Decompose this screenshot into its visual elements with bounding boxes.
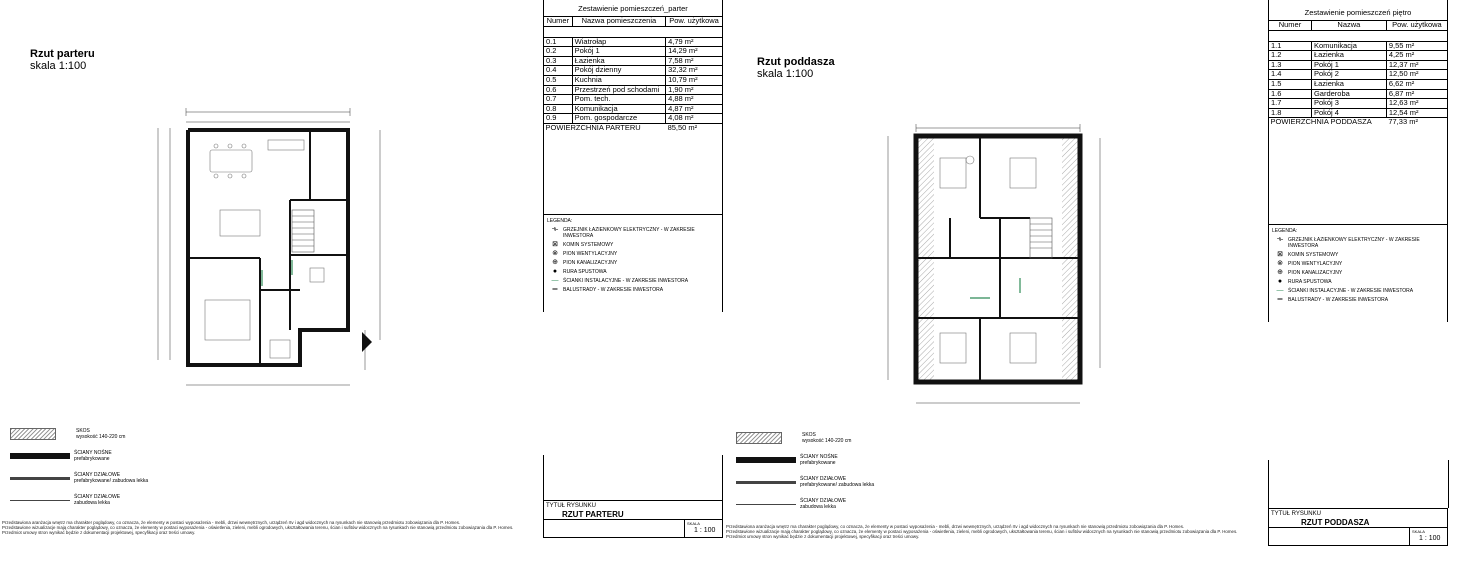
railing-icon: ═ (1277, 296, 1283, 303)
partition-wall-swatch (10, 477, 70, 480)
load-wall-swatch (736, 457, 796, 463)
attic-scale-value: 1 : 100 (1419, 535, 1441, 542)
attic-room-schedule (1268, 0, 1448, 322)
table-row: 0.6 Przestrzeń pod schodami 1,90 m² (544, 85, 723, 95)
attic-legend: LEGENDA: ⟛ GRZEJNIK ŁAZIENKOWY ELEKTRYCZNY - W ZAKRESIE INWESTORA ⊠ KOMIN SYSTEMOWY ⊗ PION WENTYLACYJNY ⊕ PION KANALIZACYJNY ● RURA SPUSTOWA — ŚCIANKI INSTALACYJNE - W ZAKRESIE INWESTORA ═ BALUSTRADY - W ZAKRESIE INWESTORA (1272, 228, 1420, 303)
col-number: Numer (544, 17, 573, 27)
partition-wall-swatch (736, 481, 796, 484)
table-row: 1.7 Pokój 3 12,63 m² (1269, 99, 1448, 109)
attic-scale: skala 1:100 (757, 68, 814, 80)
table-row: 1.2 Łazienka 4,25 m² (1269, 51, 1448, 61)
attic-table-caption: Zestawienie pomieszczeń piętro (1304, 7, 1412, 17)
table-row: 0.9 Pom. gospodarcze 4,08 m² (544, 114, 723, 124)
table-row: 0.3 Łazienka 7,58 m² (544, 56, 723, 66)
attic-title: Rzut poddasza (757, 56, 835, 68)
downpipe-icon: ● (1277, 278, 1283, 285)
table-row: 0.7 Pom. tech. 4,88 m² (544, 95, 723, 105)
ground-scale: skala 1:100 (30, 60, 87, 72)
col-name: Nazwa pomieszczenia (572, 17, 665, 27)
chimney-icon: ⊠ (552, 241, 558, 248)
table-row: 1.1 Komunikacja 9,55 m² (1269, 41, 1448, 51)
chimney-icon: ⊠ (1277, 251, 1283, 258)
table-row: 0.8 Komunikacja 4,87 m² (544, 104, 723, 114)
install-wall-icon: — (551, 277, 559, 284)
table-row: 0.4 Pokój dzienny 32,32 m² (544, 66, 723, 76)
ground-notes: Przedstawiona aranżacja wnętrz ma charakter poglądowy, co oznacza, że elementy w postaci wyposażenia - mebli, drzwi wewnętrznych, urządzeń rtv i agd widocznych na rysunkach nie stanowią przedmiotu zobowiązania dla P. Homes. Przedstawione wizualizacje mają charakter poglądowy, co oznacza, że elementy w postaci wyposażenia - oświetlenia, zieleni, mebli ogrodowych, ukształtowania terenu, ścian i sufitów widocznych na rysunkach nie stanowią przedmiotu zobowiązania dla P. Homes. Przedmiot umowy stron wynikać będzie z dokumentacji projektowej, specyfikacji oraz treści umowy. (2, 520, 514, 535)
light-wall-swatch (10, 500, 70, 501)
attic-title-block: TYTUŁ RYSUNKU RZUT PODDASZA SKALA 1 : 100 (1268, 508, 1448, 546)
attic-notes: Przedstawiona aranżacja wnętrz ma charakter poglądowy, co oznacza, że elementy w postaci wyposażenia - mebli, drzwi wewnętrznych, urządzeń rtv i agd widocznych na rysunkach nie stanowią przedmiotu zobowiązania dla P. Homes. Przedstawione wizualizacje mają charakter poglądowy, co oznacza, że elementy w postaci wyposażenia - oświetlenia, zieleni, mebli ogrodowych, ukształtowania terenu, ścian i sufitów widocznych na rysunkach nie stanowią przedmiotu zobowiązania dla P. Homes. Przedmiot umowy stron wynikać będzie z dokumentacji projektowej, specyfikacji oraz treści umowy. (726, 524, 1238, 539)
table-row: 0.1 Wiatrołap 4,79 m² (544, 37, 723, 47)
table-row: 1.5 Łazienka 6,62 m² (1269, 79, 1448, 89)
col-area: Pow. użytkowa (1386, 21, 1447, 31)
ground-legend: LEGENDA: ⟛ GRZEJNIK ŁAZIENKOWY ELEKTRYCZNY - W ZAKRESIE INWESTORA ⊠ KOMIN SYSTEMOWY ⊗ PION WENTYLACYJNY ⊕ PION KANALIZACYJNY ● RURA SPUSTOWA — ŚCIANKI INSTALACYJNE - W ZAKRESIE INWESTORA ═ BALUSTRADY - W ZAKRESIE INWESTORA (547, 218, 717, 296)
col-number: Numer (1269, 21, 1312, 31)
total-row: POWIERZCHNIA PARTERU 85,50 m² (545, 122, 698, 132)
downpipe-icon: ● (552, 268, 558, 275)
attic-floor-plan (880, 118, 1120, 418)
slope-swatch (736, 432, 782, 444)
attic-drawing-name: RZUT PODDASZA (1301, 518, 1370, 527)
ground-room-schedule (543, 0, 723, 312)
ground-title-block: TYTUŁ RYSUNKU RZUT PARTERU SKALA 1 : 100 (543, 500, 723, 538)
ground-floor-plan (150, 100, 410, 400)
table-row: 1.3 Pokój 1 12,37 m² (1269, 60, 1448, 70)
vent-icon: ⊗ (552, 250, 558, 257)
radiator-icon: ⟛ (1276, 236, 1284, 243)
table-row: 0.2 Pokój 1 14,29 m² (544, 47, 723, 57)
total-row: POWIERZCHNIA PODDASZA 77,33 m² (1270, 117, 1418, 127)
slope-swatch (10, 428, 56, 440)
ground-table-caption: Zestawienie pomieszczeń_parter (578, 3, 688, 13)
col-name: Nazwa (1311, 21, 1386, 31)
load-wall-swatch (10, 453, 70, 459)
vent-icon: ⊗ (1277, 260, 1283, 267)
radiator-icon: ⟛ (551, 226, 559, 233)
ground-drawing-name: RZUT PARTERU (562, 510, 624, 519)
sewer-icon: ⊕ (1277, 269, 1283, 276)
table-row: 0.5 Kuchnia 10,79 m² (544, 75, 723, 85)
light-wall-swatch (736, 504, 796, 505)
attic-wall-legend: SKOS wysokość 140-220 cm ŚCIANY NOŚNE prefabrykowane ŚCIANY DZIAŁOWE prefabrykowane/ zabudowa lekka ŚCIANY DZIAŁOWE zabudowa lekka (736, 432, 936, 510)
ground-wall-legend: SKOS wysokość 140-220 cm ŚCIANY NOŚNE prefabrykowane ŚCIANY DZIAŁOWE prefabrykowane/ zabudowa lekka ŚCIANY DZIAŁOWE zabudowa lekka (10, 428, 210, 506)
col-area: Pow. użytkowa (666, 17, 723, 27)
table-row: 1.6 Garderoba 6,87 m² (1269, 89, 1448, 99)
ground-scale-value: 1 : 100 (694, 527, 716, 534)
railing-icon: ═ (552, 286, 558, 293)
table-row: 1.4 Pokój 2 12,50 m² (1269, 70, 1448, 80)
table-row: 1.8 Pokój 4 12,54 m² (1269, 108, 1448, 118)
sewer-icon: ⊕ (552, 259, 558, 266)
legend-title: LEGENDA: (547, 218, 573, 224)
ground-title: Rzut parteru (30, 48, 95, 60)
install-wall-icon: — (1276, 287, 1284, 294)
